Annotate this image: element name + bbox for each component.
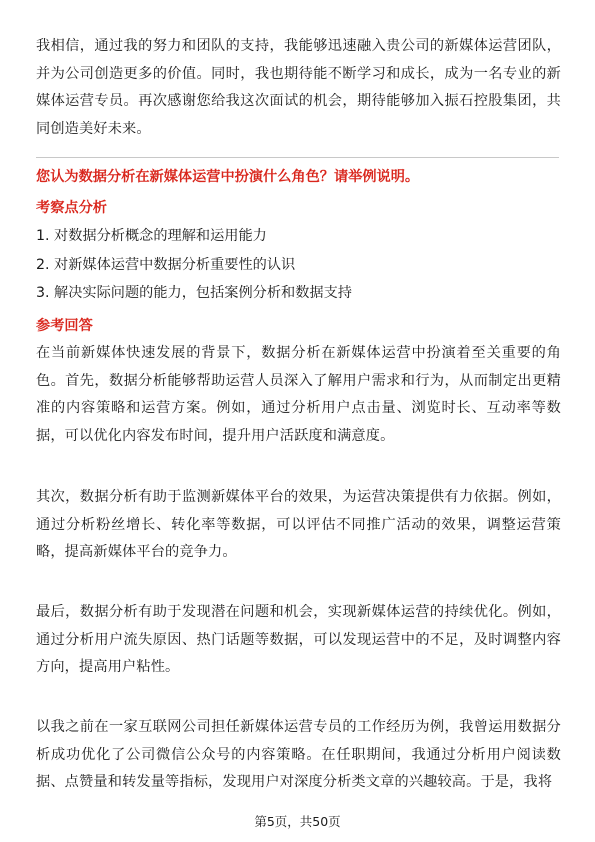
analysis-point-list xyxy=(36,222,352,308)
answer-label: 参考回答 xyxy=(36,318,93,334)
analysis-point: 3. 解决实际问题的能力，包括案例分析和数据支持 xyxy=(36,285,352,301)
answer-paragraph: 以我之前在一家互联网公司担任新媒体运营专员的工作经历为例，我曾运用数据分析成功优化了公司微信公众号的内容策略。在任职期间，我通过分析用户阅读数据、点赞量和转发量等指标，发现用户对深度分析类文章的兴趣较高。于是，我将 xyxy=(36,719,561,791)
analysis-point: 2. 对新媒体运营中数据分析重要性的认识 xyxy=(36,256,296,273)
intro-paragraph: 我相信，通过我的努力和团队的支持，我能够迅速融入贵公司的新媒体运营团队，并为公司创造更多的价值。同时，我也期待能不断学习和成长，成为一名专业的新媒体运营专员。再次感谢您给我这次面试的机会，期待能够加入振石控股集团，共同创造美好未来。 xyxy=(36,38,561,137)
analysis-point: 1. 对数据分析概念的理解和运用能力 xyxy=(36,228,267,244)
question-heading: 您认为数据分析在新媒体运营中扮演什么角色？请举例说明。 xyxy=(36,169,420,185)
answer-paragraph: 在当前新媒体快速发展的背景下，数据分析在新媒体运营中扮演着至关重要的角色。首先，数据分析能够帮助运营人员深入了解用户需求和行为，从而制定出更精准的内容策略和运营方案。例如，通过分析用户点击量、浏览时长、互动率等数据，可以优化内容发布时间，提升用户活跃度和满意度。 xyxy=(36,345,561,444)
analysis-label: 考察点分析 xyxy=(36,200,107,216)
answer-paragraph: 最后，数据分析有助于发现潜在问题和机会，实现新媒体运营的持续优化。例如，通过分析用户流失原因、热门话题等数据，可以发现运营中的不足，及时调整内容方向，提高用户粘性。 xyxy=(36,604,561,676)
section-divider xyxy=(36,157,559,158)
answer-paragraph: 其次，数据分析有助于监测新媒体平台的效果，为运营决策提供有力依据。例如，通过分析粉丝增长、转化率等数据，可以评估不同推广活动的效果，调整运营策略，提高新媒体平台的竞争力。 xyxy=(36,489,561,561)
page-number: 第5页，共50页 xyxy=(254,814,341,829)
